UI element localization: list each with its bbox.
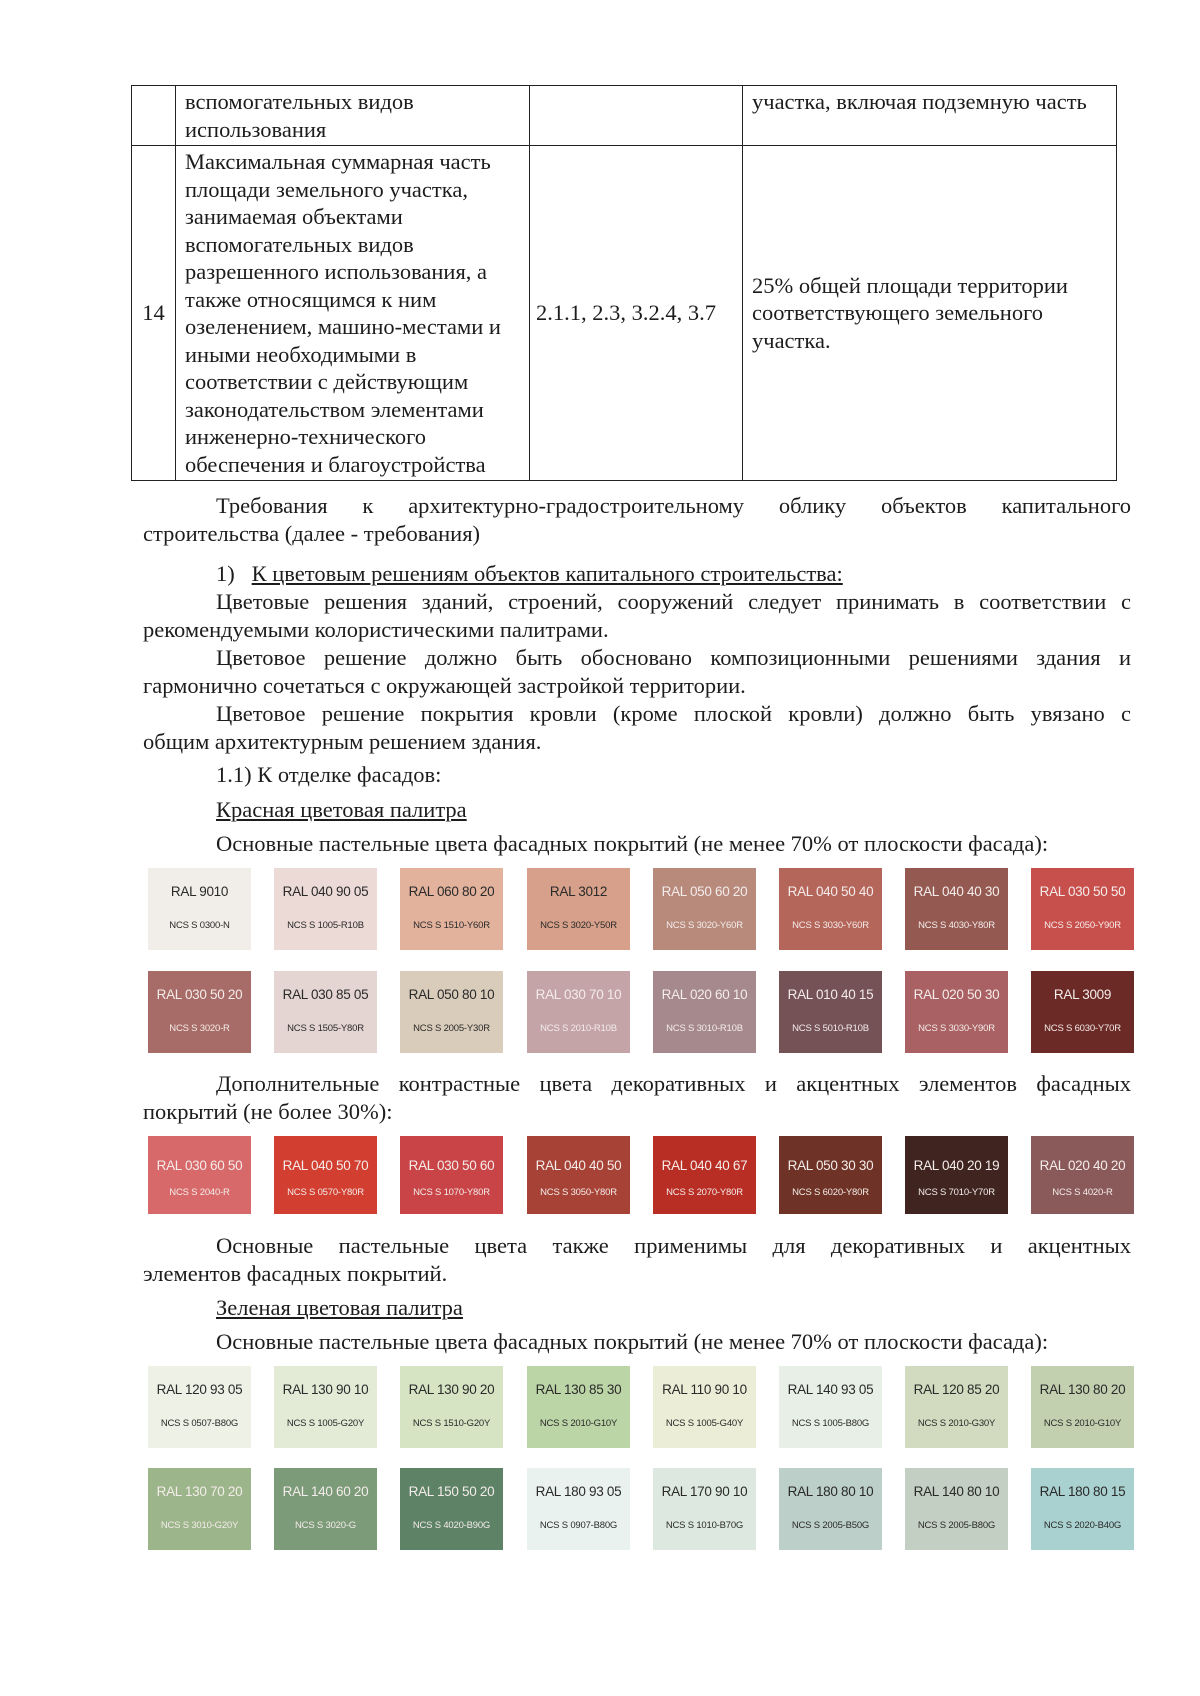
ral-code: RAL 040 20 19: [913, 1158, 1000, 1173]
ral-code: RAL 020 60 10: [661, 987, 748, 1002]
ncs-code: NCS S 2005-B80G: [917, 1520, 996, 1531]
ncs-code: NCS S 1070-Y80R: [413, 1187, 490, 1198]
color-swatch: [148, 1136, 251, 1214]
ral-code: RAL 180 80 15: [1039, 1484, 1126, 1499]
paragraph-1-line-1: Цветовые решения зданий, строений, сооружений следует принимать в соответствии с: [216, 589, 1131, 614]
color-swatch: [1031, 1468, 1134, 1550]
ral-code: RAL 150 50 20: [408, 1484, 495, 1499]
subsection-1-1: 1.1) К отделке фасадов:: [216, 762, 442, 787]
ral-code: RAL 040 40 30: [913, 884, 1000, 899]
ncs-code: NCS S 1505-Y80R: [287, 1023, 364, 1034]
section-1-heading: [216, 560, 1200, 588]
ncs-code: NCS S 3030-Y90R: [918, 1023, 995, 1034]
ncs-code: NCS S 1005-G20Y: [286, 1418, 365, 1429]
value-cell: участка, включая подземную часть: [743, 86, 1117, 146]
color-swatch: [274, 1136, 377, 1214]
ral-code: RAL 130 70 20: [156, 1484, 243, 1499]
param-name-cell: вспомогательных видов использования: [176, 86, 530, 146]
ncs-code: NCS S 0507-B80G: [160, 1418, 239, 1429]
ral-code: RAL 040 50 70: [282, 1158, 369, 1173]
color-swatch: [148, 971, 251, 1053]
color-swatch: [400, 868, 503, 950]
paragraph-3-line-1: Цветовое решение покрытия кровли (кроме плоской кровли) должно быть увязано с: [216, 701, 1131, 726]
ral-code: RAL 040 50 40: [787, 884, 874, 899]
ral-code: RAL 140 80 10: [913, 1484, 1000, 1499]
ncs-code: NCS S 6030-Y70R: [1044, 1023, 1121, 1034]
ral-code: RAL 170 90 10: [661, 1484, 748, 1499]
color-swatch: [779, 868, 882, 950]
ral-code: RAL 050 60 20: [661, 884, 748, 899]
ncs-code: NCS S 3020-Y60R: [666, 920, 743, 931]
ral-code: RAL 120 85 20: [913, 1382, 1000, 1397]
section-1-title: К цветовым решениям объектов капитального строительства:: [251, 561, 843, 586]
color-swatch: [400, 971, 503, 1053]
paragraph-1-line-2: рекомендуемыми колористическими палитрами.: [143, 617, 609, 642]
ncs-code: NCS S 0300-N: [169, 920, 230, 931]
ral-code: RAL 180 93 05: [535, 1484, 622, 1499]
ral-code: RAL 180 80 10: [787, 1484, 874, 1499]
ral-code: RAL 130 85 30: [535, 1382, 622, 1397]
ncs-code: NCS S 3020-R: [169, 1023, 230, 1034]
paragraph-2-line-2: гармонично сочетаться с окружающей застройкой территории.: [143, 673, 746, 698]
ral-code: RAL 060 80 20: [408, 884, 495, 899]
paragraph-2-line-1: Цветовое решение должно быть обосновано композиционными решениями здания и: [216, 645, 1131, 670]
ral-code: RAL 130 90 20: [408, 1382, 495, 1397]
param-name-cell: Максимальная суммарная часть площади земельного участка, занимаемая объектами вспомогательных видов разрешенного использования, а также относящимся к ним озеленением, машино-местами и иными необходимыми в соответствии с действующим законодательством элементами инженерно-технического обеспечения и благоустройства: [176, 146, 530, 481]
ral-code: RAL 010 40 15: [787, 987, 874, 1002]
red-main-row-1: [148, 868, 1136, 952]
color-swatch: [274, 1468, 377, 1550]
ncs-code: NCS S 3050-Y80R: [540, 1187, 617, 1198]
ncs-code: NCS S 2010-R10B: [540, 1023, 617, 1034]
ral-code: RAL 030 50 50: [1039, 884, 1126, 899]
ncs-code: NCS S 4030-Y80R: [918, 920, 995, 931]
ncs-code: NCS S 3010-G20Y: [160, 1520, 239, 1531]
codes-cell: [530, 86, 743, 146]
table-row: [132, 86, 1117, 146]
color-swatch: [527, 1136, 630, 1214]
color-swatch: [400, 1136, 503, 1214]
color-swatch: [1031, 1136, 1134, 1214]
color-swatch: [905, 868, 1008, 950]
color-swatch: [905, 1136, 1008, 1214]
color-swatch: [653, 1468, 756, 1550]
red-main-caption: Основные пастельные цвета фасадных покрытий (не менее 70% от плоскости фасада):: [216, 831, 1049, 856]
ncs-code: NCS S 2005-Y30R: [413, 1023, 490, 1034]
also-line-1: Основные пастельные цвета также применимы для декоративных и акцентных: [216, 1233, 1131, 1258]
ncs-code: NCS S 5010-R10B: [792, 1023, 869, 1034]
color-swatch: [527, 1366, 630, 1448]
color-swatch: [274, 868, 377, 950]
ral-code: RAL 040 90 05: [282, 884, 369, 899]
color-swatch: [148, 1468, 251, 1550]
ncs-code: NCS S 1510-G20Y: [412, 1418, 491, 1429]
ral-code: RAL 140 93 05: [787, 1382, 874, 1397]
ncs-code: NCS S 1010-B70G: [665, 1520, 744, 1531]
color-swatch: [274, 971, 377, 1053]
ral-code: RAL 030 85 05: [282, 987, 369, 1002]
ncs-code: NCS S 2010-G30Y: [917, 1418, 996, 1429]
ral-code: RAL 9010: [170, 884, 229, 899]
ral-code: RAL 130 80 20: [1039, 1382, 1126, 1397]
ncs-code: NCS S 3020-Y50R: [540, 920, 617, 931]
ncs-code: NCS S 7010-Y70R: [918, 1187, 995, 1198]
ral-code: RAL 030 50 20: [156, 987, 243, 1002]
color-swatch: [400, 1468, 503, 1550]
color-swatch: [527, 971, 630, 1053]
ral-code: RAL 040 40 50: [535, 1158, 622, 1173]
color-swatch: [148, 868, 251, 950]
ncs-code: NCS S 4020-R: [1052, 1187, 1113, 1198]
ncs-code: NCS S 3020-G: [295, 1520, 356, 1531]
requirements-table: [131, 85, 1117, 481]
ncs-code: NCS S 1005-G40Y: [665, 1418, 744, 1429]
ncs-code: NCS S 6020-Y80R: [792, 1187, 869, 1198]
also-line-2: элементов фасадных покрытий.: [143, 1261, 448, 1286]
color-swatch: [779, 1136, 882, 1214]
color-swatch: [527, 868, 630, 950]
ncs-code: NCS S 3010-R10B: [666, 1023, 743, 1034]
ncs-code: NCS S 0570-Y80R: [287, 1187, 364, 1198]
extra-line-2: покрытий (не более 30%):: [143, 1099, 393, 1124]
section-1-number: 1): [216, 561, 235, 586]
ral-code: RAL 040 40 67: [661, 1158, 748, 1173]
extra-line-1: Дополнительные контрастные цвета декоративных и акцентных элементов фасадных: [216, 1071, 1131, 1096]
green-palette-heading: Зеленая цветовая палитра: [216, 1295, 463, 1320]
color-swatch: [400, 1366, 503, 1448]
ncs-code: NCS S 2005-B50G: [791, 1520, 870, 1531]
color-swatch: [653, 1366, 756, 1448]
color-swatch: [905, 971, 1008, 1053]
color-swatch: [148, 1366, 251, 1448]
ral-code: RAL 050 80 10: [408, 987, 495, 1002]
ral-code: RAL 030 60 50: [156, 1158, 243, 1173]
ncs-code: NCS S 1005-B80G: [791, 1418, 870, 1429]
row-number-cell: 14: [132, 146, 176, 481]
color-swatch: [905, 1366, 1008, 1448]
color-swatch: [527, 1468, 630, 1550]
ral-code: RAL 140 60 20: [282, 1484, 369, 1499]
ral-code: RAL 030 50 60: [408, 1158, 495, 1173]
ral-code: RAL 030 70 10: [535, 987, 622, 1002]
ncs-code: NCS S 2050-Y90R: [1044, 920, 1121, 931]
ral-code: RAL 020 50 30: [913, 987, 1000, 1002]
color-swatch: [779, 1366, 882, 1448]
ncs-code: NCS S 2020-B40G: [1043, 1520, 1122, 1531]
ncs-code: NCS S 2070-Y80R: [666, 1187, 743, 1198]
codes-cell: [530, 146, 743, 481]
paragraph-3-line-2: общим архитектурным решением здания.: [143, 729, 542, 754]
ral-code: RAL 050 30 30: [787, 1158, 874, 1173]
ncs-code: NCS S 2010-G10Y: [539, 1418, 618, 1429]
ncs-code: NCS S 3030-Y60R: [792, 920, 869, 931]
color-swatch: [653, 868, 756, 950]
red-palette-heading: Красная цветовая палитра: [216, 797, 467, 822]
requirements-line-1: Требования к архитектурно-градостроительному облику объектов капитального: [216, 493, 1131, 518]
color-swatch: [1031, 1366, 1134, 1448]
requirements-line-2: строительства (далее - требования): [143, 521, 481, 546]
ral-code: RAL 020 40 20: [1039, 1158, 1126, 1173]
color-swatch: [653, 1136, 756, 1214]
ncs-code: NCS S 1510-Y60R: [413, 920, 490, 931]
color-swatch: [905, 1468, 1008, 1550]
ncs-code: NCS S 0907-B80G: [539, 1520, 618, 1531]
color-swatch: [1031, 971, 1134, 1053]
color-swatch: [653, 971, 756, 1053]
ncs-code: NCS S 4020-B90G: [412, 1520, 491, 1531]
codes-text: 2.1.1, 2.3, 3.2.4, 3.7: [536, 300, 716, 326]
row-number-cell: [132, 86, 176, 146]
red-main-row-2: [148, 971, 1136, 1055]
ral-code: RAL 110 90 10: [662, 1382, 747, 1397]
ral-code: RAL 130 90 10: [282, 1382, 369, 1397]
green-main-caption: Основные пастельные цвета фасадных покрытий (не менее 70% от плоскости фасада):: [216, 1329, 1049, 1354]
ncs-code: NCS S 1005-R10B: [287, 920, 364, 931]
red-extra-row: [148, 1136, 1136, 1220]
ncs-code: NCS S 2010-G10Y: [1043, 1418, 1122, 1429]
color-swatch: [274, 1366, 377, 1448]
ral-code: RAL 120 93 05: [156, 1382, 243, 1397]
ral-code: RAL 3009: [1053, 987, 1112, 1002]
value-cell: 25% общей площади территории соответствующего земельного участка.: [743, 146, 1117, 481]
color-swatch: [779, 1468, 882, 1550]
color-swatch: [779, 971, 882, 1053]
green-main-row-1: [148, 1366, 1136, 1450]
green-main-row-2: [148, 1468, 1136, 1552]
table-row: [132, 146, 1117, 481]
color-swatch: [1031, 868, 1134, 950]
ral-code: RAL 3012: [549, 884, 608, 899]
ncs-code: NCS S 2040-R: [169, 1187, 230, 1198]
